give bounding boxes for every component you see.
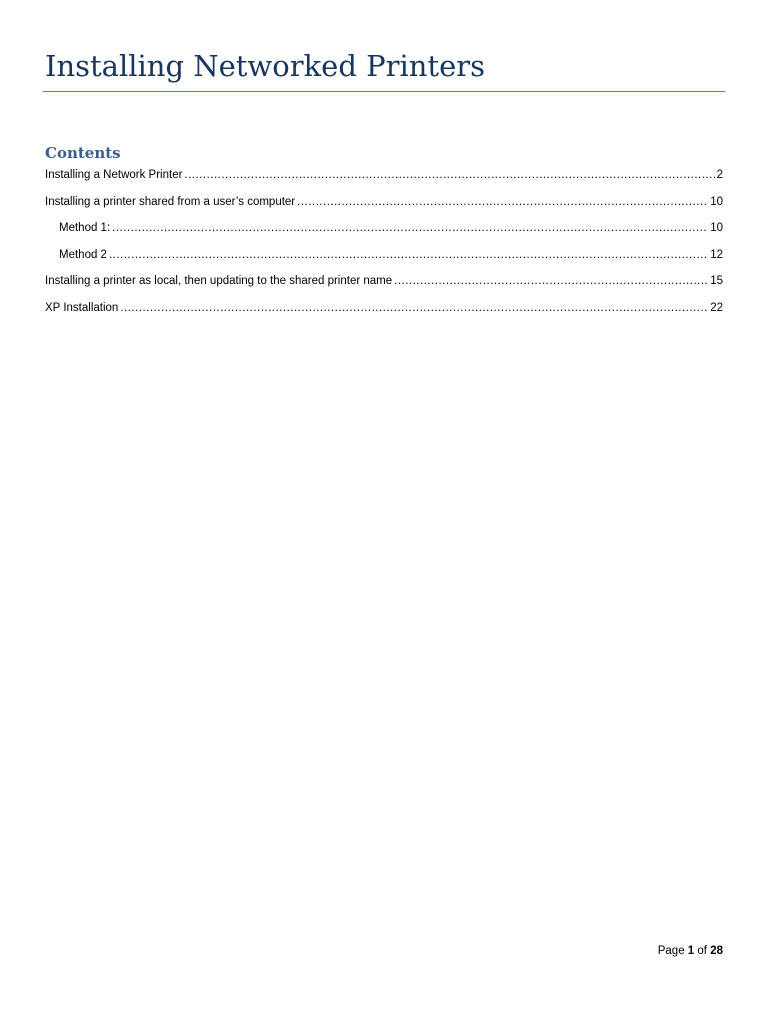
document-title: Installing Networked Printers [45,49,485,83]
toc-entry-installing-network-printer[interactable] [45,166,723,193]
footer-of-label: of [697,945,707,957]
toc-entry-method-1[interactable] [45,219,723,246]
title-underline-rule [43,91,725,92]
toc-dot-leader [112,219,708,237]
toc-entry-installing-local-then-shared[interactable] [45,272,723,299]
toc-entry-page-number: 15 [710,275,723,287]
toc-entry-xp-installation[interactable] [45,299,723,326]
toc-entry-label: Installing a printer shared from a user’s computer [45,195,296,208]
toc-dot-leader [297,193,708,211]
table-of-contents [45,166,723,325]
toc-entry-label: XP Installation [45,301,119,314]
footer-total-pages: 28 [710,945,723,957]
toc-dot-leader [394,272,708,290]
toc-entry-page-number: 10 [710,222,723,234]
toc-entry-label: Installing a Network Printer [45,169,183,181]
footer-page-label: Page [657,945,685,957]
toc-entry-label: Method 1: [59,222,111,234]
toc-entry-method-2[interactable] [45,246,723,273]
toc-dot-leader [109,246,708,264]
toc-entry-label: Installing a printer as local, then updating to the shared printer name [45,275,393,287]
toc-dot-leader [184,166,714,184]
footer-current-page: 1 [687,945,695,957]
toc-entry-page-number: 2 [716,169,723,181]
page-footer [658,943,723,959]
toc-entry-page-number: 12 [710,248,723,261]
toc-entry-page-number: 10 [710,195,723,208]
toc-entry-label: Method 2 [59,248,107,261]
toc-entry-installing-shared-printer[interactable] [45,193,723,220]
toc-entry-page-number: 22 [710,301,723,314]
toc-heading: Contents [45,144,121,162]
toc-dot-leader [120,299,708,317]
